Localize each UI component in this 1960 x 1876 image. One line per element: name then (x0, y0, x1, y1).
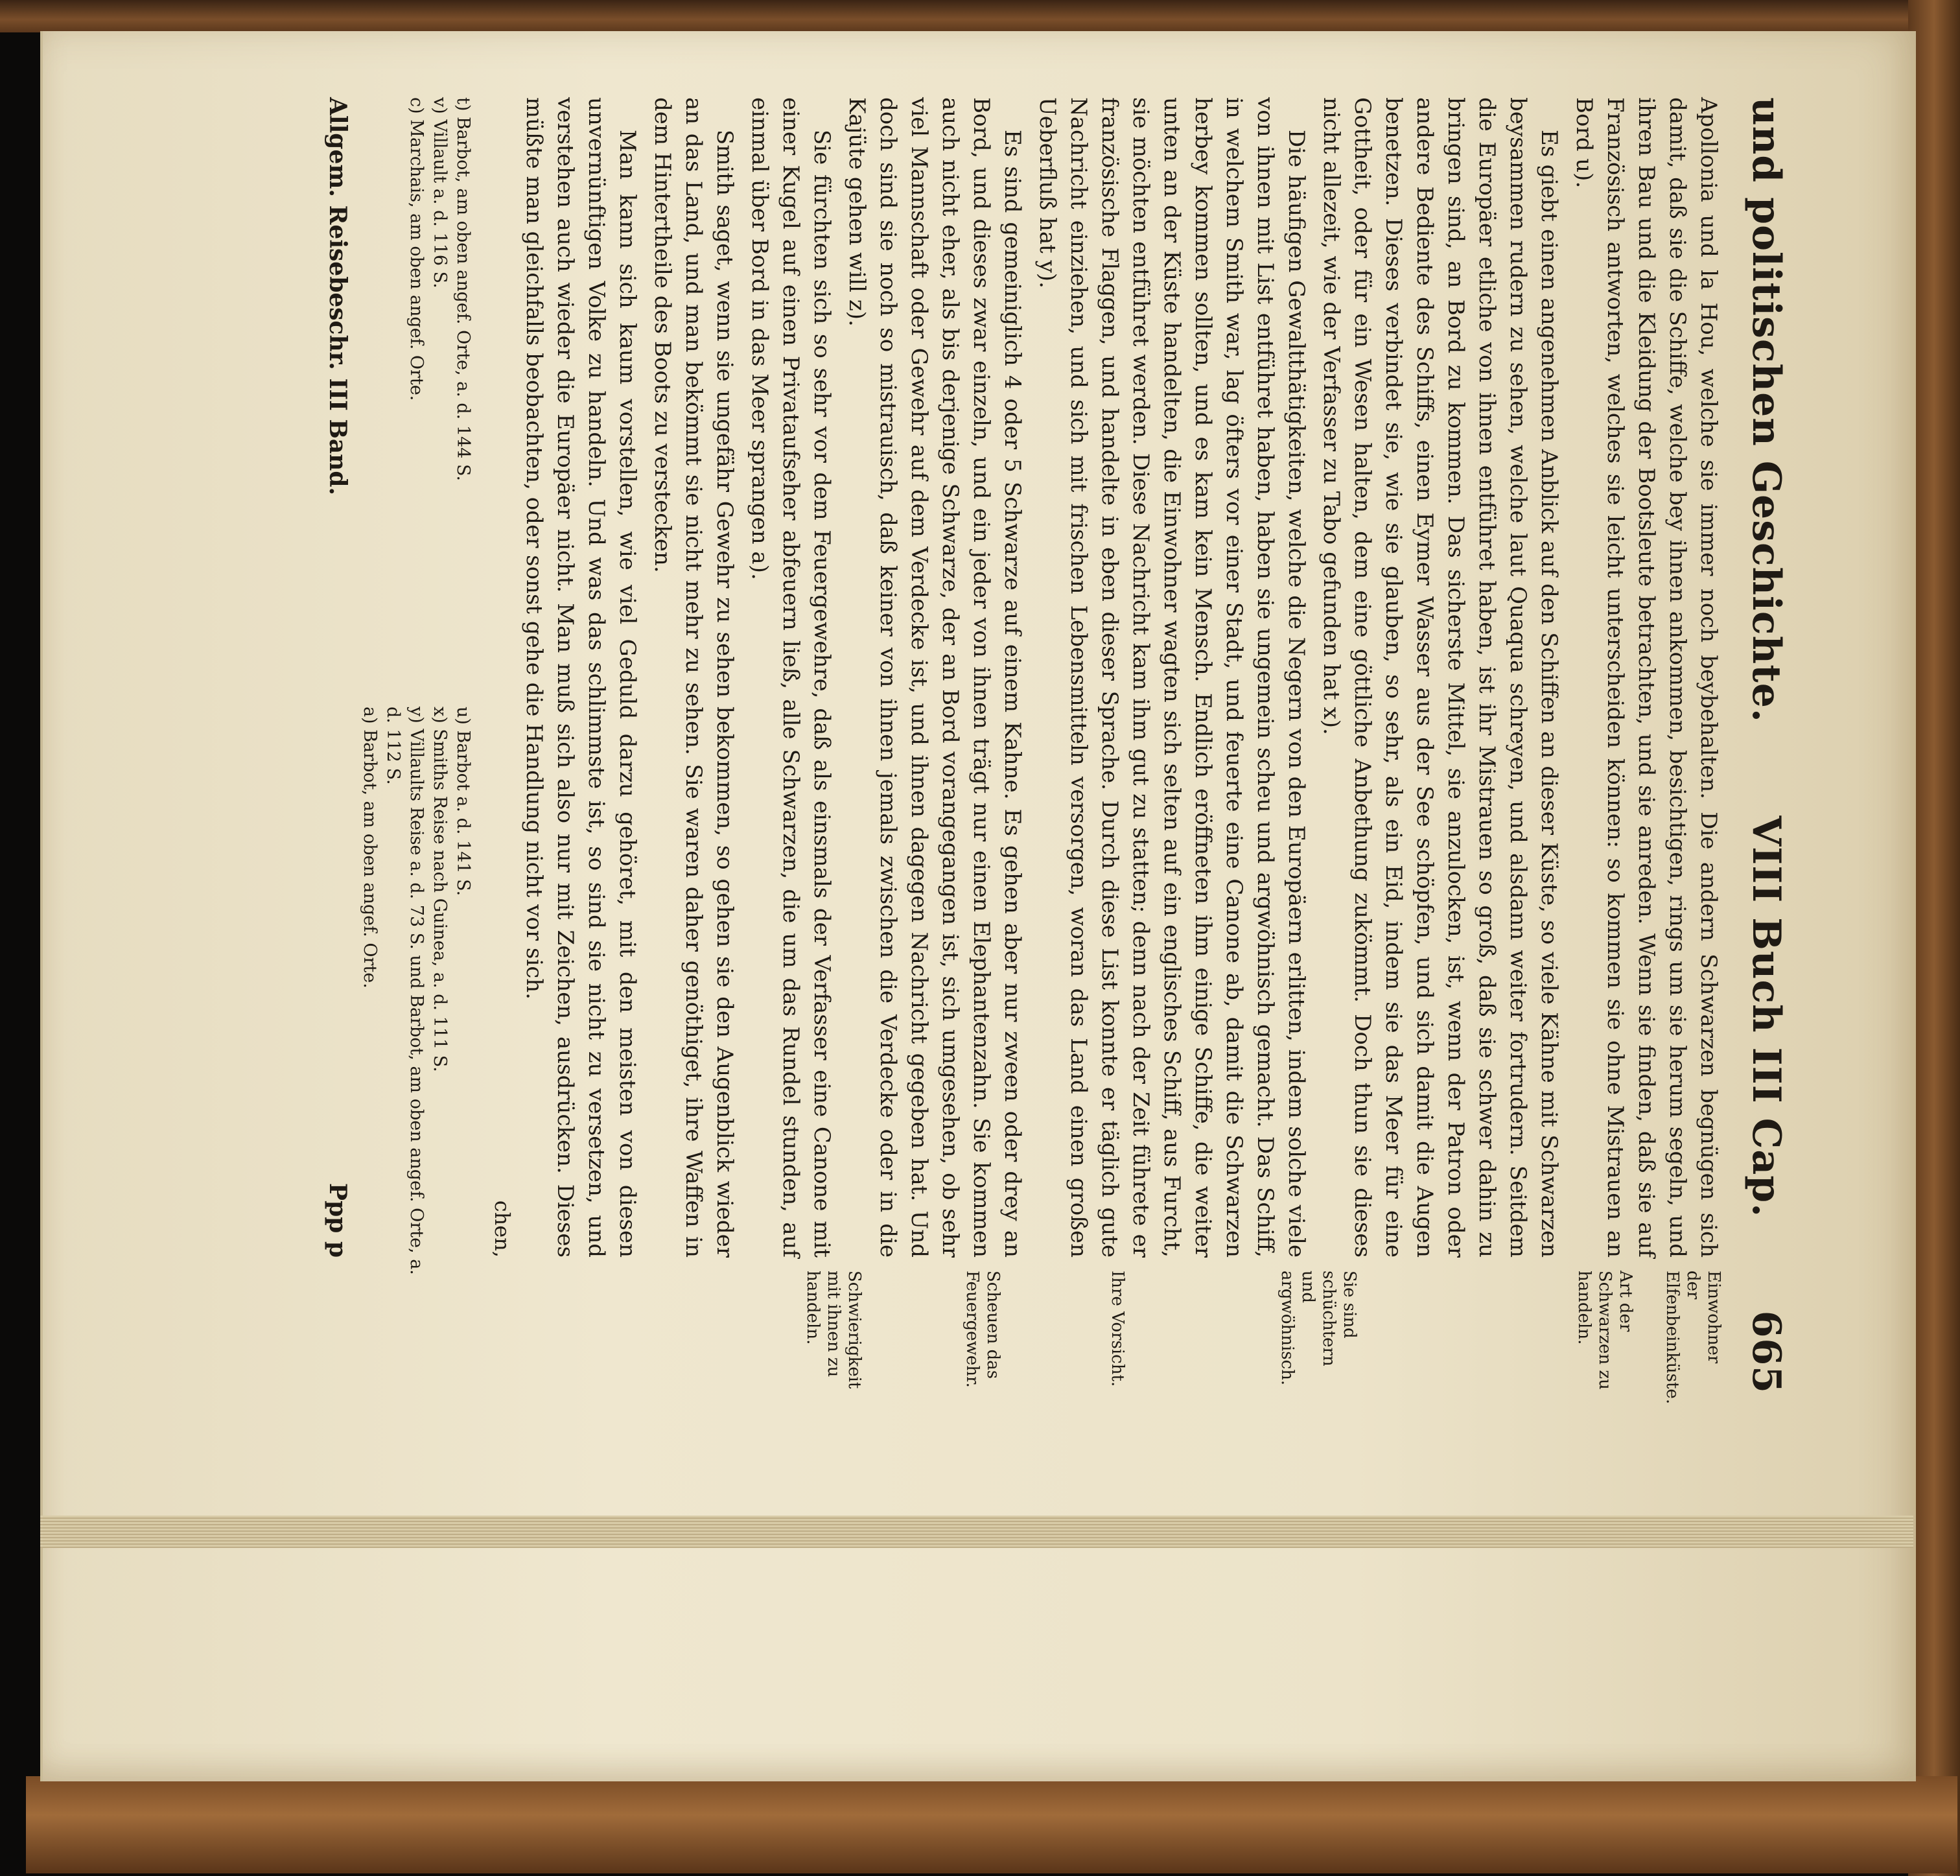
marginalia-column (515, 1271, 1724, 1405)
footnote: x) Smiths Reise nach Guinea, a. d. 111 S. (430, 707, 450, 1072)
paragraph: Die häufigen Gewaltthätigkeiten, welche die Negern von den Europäern erlitten, indem solche viele von ihnen mit List entführet haben, haben sie ungemein scheu und argwöhnisch gemacht. Das Schiff, in welchem Smith war, lag öfters vor einer Stadt, und feuerte eine Canone ab, damit die Schwarzen herbey kommen sollten, und es kam kein Mensch. Endlich eröffneten ihm einige Schiffe, die weiter unten an der Küste handelten, die Einwohner wagten sich selten auf ein englisches Schiff, aus Furcht, sie möchten entführet werden. Diese Nachricht kam ihm gut zu statten; denn nach der Zeit führete er französische Flaggen, und handelte in eben dieser Sprache. Durch diese List konnte er täglich gute Nachricht einziehen, und sich mit frischen Lebensmitteln versorgen, woran das Land einen großen Ueberfluß hat y). (1034, 97, 1309, 1258)
sheet-signature: Ppp p (324, 1182, 351, 1258)
paragraph: Apollonia und la Hou, welche sie immer noch beybehalten. Die andern Schwarzen begnügen sich damit, daß sie die Schiffe, welche bey ihnen ankommen, besichtigen, rings um sie herum segeln, und ihren Bau und die Kleidung der Bootsleute betrachten, und sie anreden. Wenn sie finden, daß sie auf Französisch antworten, welches sie leicht unterscheiden können: so kommen sie ohne Mistrauen an Bord u). (1571, 97, 1721, 1258)
marginal-note: Scheuen das Feuergewehr. (962, 1271, 1003, 1388)
marginal-note: Art der Schwarzen zu handeln. (1574, 1271, 1635, 1390)
paragraph: Man kann sich kaum vorstellen, wie viel Geduld darzu gehöret, mit den meisten von diesen unvernünftigen Volke zu handeln. Und was das schlimmste ist, so sind sie nicht zu versetzen, und verstehen auch wieder die Europäer nicht. Man muß sich also nur mit Zeichen, ausdrücken. Dieses müßte man gleichfalls beobachten, oder sonst gehe die Handlung nicht vor sich. (521, 97, 640, 1258)
running-head-chapter: VIII Buch III Cap. (1744, 815, 1789, 1218)
marginal-note: Einwohner der Elfenbeinküste. (1662, 1271, 1723, 1405)
paragraph: Es giebt einen angenehmen Anblick auf den Schiffen an dieser Küste, so viele Kähne mit Schwarzen beysammen rudern zu sehen, welche laut Quaqua schreyen, und alsdann weiter fortrudern. Seitdem die Europäer etliche von ihnen entführet haben, ist ihr Mistrauen so groß, daß sie schwer dahin zu bringen sind, an Bord zu kommen. Das sicherste Mittel, sie anzulocken, ist, wenn der Patron oder andere Bediente des Schiffs, einen Eymer Wasser aus der See schöpfen, und sich damit die Augen benetzen. Dieses verbindet sie, wie sie glauben, so sehr, als ein Eid, indem sie das Meer für eine Gottheit, oder für ein Wesen halten, dem eine göttliche Anbethung zukömmt. Doch thun sie dieses nicht allezeit, wie der Verfasser zu Tabo gefunden hat x). (1318, 97, 1562, 1258)
footnote: c) Marchais, am oben angef. Orte. (406, 97, 426, 401)
paragraph: Sie fürchten sich so sehr vor dem Feuergewehre, daß als einsmals der Verfasser eine Canone mit einer Kugel auf einen Privataufseher abfeuern ließ, alle Schwarzen, die um das Rundel stunden, auf einmal über Bord in das Meer sprangen a). (747, 97, 835, 1258)
catchword: chen, (490, 1200, 515, 1258)
footnotes-right-column (358, 707, 474, 1290)
page-number: 665 (1744, 1310, 1789, 1394)
footnotes-left-column (358, 97, 474, 681)
marginal-note: Schwierigkeit mit ihnen zu handeln. (803, 1271, 864, 1389)
book-cover-top (0, 0, 1960, 32)
page-edges (40, 1516, 1913, 1548)
volume-signature: Allgem. Reisebeschr. III Band. (324, 97, 351, 496)
footnote: u) Barbot a. d. 141 S. (453, 707, 473, 897)
running-head (1744, 97, 1789, 1394)
footnote: v) Villault a. d. 116 S. (430, 97, 450, 288)
signature-line (324, 97, 351, 1258)
paragraph: Es sind gemeiniglich 4 oder 5 Schwarze auf einem Kahne. Es gehen aber nur zween oder drey an Bord, und dieses zwar einzeln, und ein jeder von ihnen trägt nur einen Elephantenzahn. Sie kommen auch nicht eher, als bis derjenige Schwarze, der an Bord vorangegangen ist, sich umgesehen, ob sehr viel Mannschaft oder Gewehr auf dem Verdecke ist, und ihnen dagegen Nachricht gegeben hat. Und doch sind sie noch so mistrauisch, daß keiner von ihnen jemals zwischen die Verdecke oder in die Kajüte gehen will z). (844, 97, 1025, 1258)
footnotes (358, 97, 474, 1394)
footnote: y) Villaults Reise a. d. 73 S. und Barbot, am oben angef. Orte, a. d. 112 S. (383, 707, 426, 1275)
footnote: t) Barbot, am oben angef. Orte, a. d. 144 S. (453, 97, 473, 482)
running-head-title: und politischen Geschichte. (1744, 97, 1789, 723)
footnote: a) Barbot, am oben angef. Orte. (360, 707, 380, 989)
marginal-note: Sie sind schüchtern und argwöhnisch. (1278, 1271, 1359, 1386)
page-content (515, 97, 1724, 1405)
body-text (515, 97, 1724, 1258)
book-cover-right (1908, 0, 1960, 1876)
paragraph: Smith saget, wenn sie ungefähr Gewehr zu sehen bekommen, so gehen sie den Augenblick wieder an das Land, und man bekömmt sie nicht mehr zu sehen. Sie waren daher genöthiget, ihre Waffen in dem Hintertheile des Boots zu verstecken. (649, 97, 738, 1258)
book-cover-bottom (26, 1776, 1957, 1873)
rotated-text-frame (324, 97, 1789, 1405)
marginal-note: Ihre Vorsicht. (1108, 1271, 1127, 1387)
